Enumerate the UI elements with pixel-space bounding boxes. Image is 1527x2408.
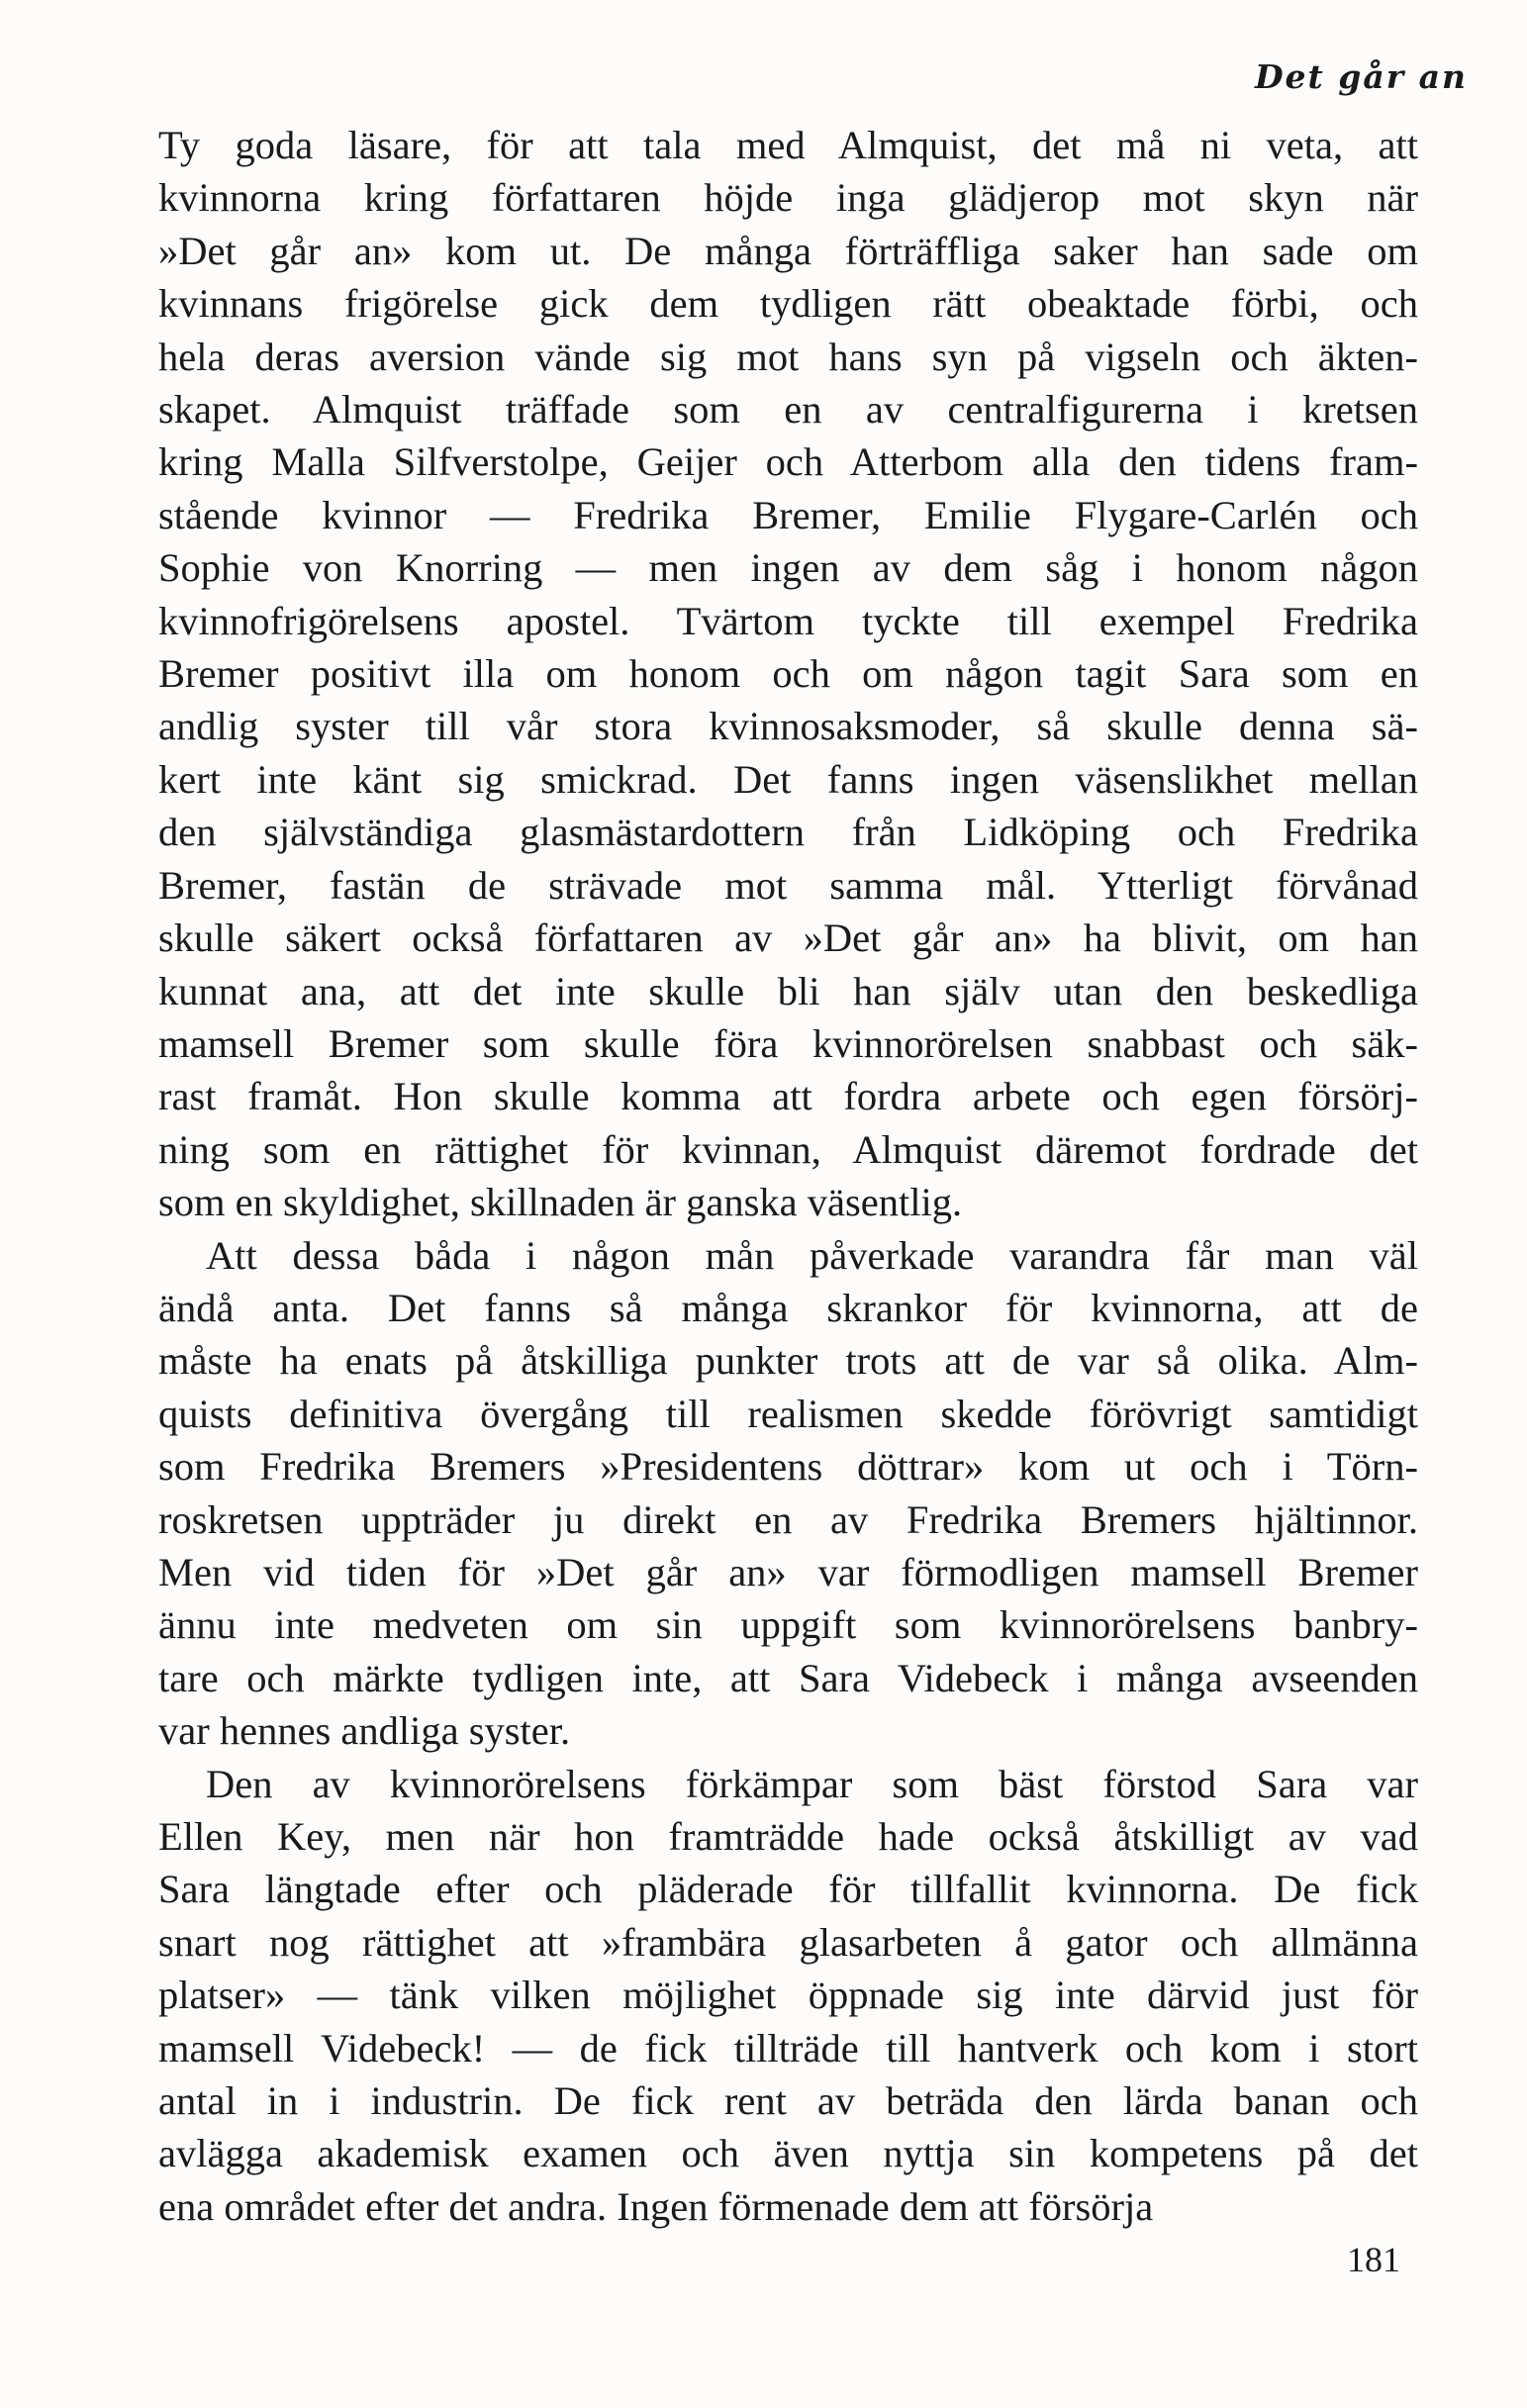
text-line: mamsell Videbeck! — de fick tillträde till hantverk och kom i stort bbox=[158, 2025, 1418, 2071]
text-line: måste ha enats på åtskilliga punkter trots att de var så olika. Alm- bbox=[158, 1338, 1418, 1384]
running-head-title: Det går an bbox=[1254, 57, 1468, 96]
paragraph bbox=[158, 119, 1418, 1229]
text-line: kert inte känt sig smickrad. Det fanns ingen väsenslikhet mellan bbox=[158, 756, 1418, 802]
text-line: kunnat ana, att det inte skulle bli han själv utan den beskedliga bbox=[158, 968, 1418, 1013]
text-line: Den av kvinnorörelsens förkämpar som bäst förstod Sara var bbox=[206, 1761, 1418, 1806]
text-line: avlägga akademisk examen och även nyttja sin kompetens på det bbox=[158, 2131, 1418, 2176]
body-text bbox=[158, 119, 1418, 2233]
text-line: platser» — tänk vilken möjlighet öppnade sig inte därvid just för bbox=[158, 1973, 1418, 2018]
text-line: var hennes andliga syster. bbox=[158, 1708, 571, 1754]
text-line: Men vid tiden för »Det går an» var förmodligen mamsell Bremer bbox=[158, 1549, 1418, 1594]
text-line: ändå anta. Det fanns så många skrankor för kvinnorna, att de bbox=[158, 1285, 1418, 1330]
text-line: snart nog rättighet att »frambära glasarbeten å gator och allmänna bbox=[158, 1919, 1418, 1965]
text-line: rast framåt. Hon skulle komma att fordra arbete och egen försörj- bbox=[158, 1074, 1418, 1119]
text-line: ännu inte medveten om sin uppgift som kvinnorörelsens banbry- bbox=[158, 1602, 1418, 1648]
text-line: Ty goda läsare, för att tala med Almquist, det må ni veta, att bbox=[158, 123, 1418, 167]
text-line: quists definitiva övergång till realismen skedde förövrigt samtidigt bbox=[158, 1391, 1418, 1436]
text-line: roskretsen uppträder ju direkt en av Fredrika Bremers hjältinnor. bbox=[158, 1496, 1418, 1542]
text-line: Bremer positivt illa om honom och om någon tagit Sara som en bbox=[158, 651, 1418, 697]
text-line: skulle säkert också författaren av »Det går an» ha blivit, om han bbox=[158, 915, 1418, 961]
text-line: skapet. Almquist träffade som en av centralfigurerna i kretsen bbox=[158, 387, 1418, 433]
text-line: Sara längtade efter och pläderade för tillfallit kvinnorna. De fick bbox=[158, 1867, 1418, 1912]
text-line: Bremer, fastän de strävade mot samma mål. Ytterligt förvånad bbox=[158, 862, 1418, 908]
text-line: kvinnofrigörelsens apostel. Tvärtom tyckte till exempel Fredrika bbox=[158, 598, 1418, 643]
text-line: »Det går an» kom ut. De många förträffliga saker han sade om bbox=[158, 228, 1418, 273]
text-line: kvinnorna kring författaren höjde inga glädjerop mot skyn när bbox=[158, 175, 1418, 221]
text-line: Sophie von Knorring — men ingen av dem såg i honom någon bbox=[158, 545, 1418, 591]
text-line: antal in i industrin. De fick rent av beträda den lärda banan och bbox=[158, 2078, 1418, 2124]
text-line: stående kvinnor — Fredrika Bremer, Emilie Flygare-Carlén och bbox=[158, 492, 1418, 537]
text-line: ena området efter det andra. Ingen förmenade dem att försörja bbox=[158, 2183, 1154, 2229]
text-line: mamsell Bremer som skulle föra kvinnorörelsen snabbast och säk- bbox=[158, 1020, 1418, 1066]
text-line: kring Malla Silfverstolpe, Geijer och Atterbom alla den tidens fram- bbox=[158, 439, 1418, 485]
text-line: ning som en rättighet för kvinnan, Almquist däremot fordrade det bbox=[158, 1126, 1418, 1172]
text-line: Ellen Key, men när hon framträdde hade också åtskilligt av vad bbox=[158, 1814, 1418, 1859]
paragraph bbox=[158, 1758, 1418, 2234]
page-number: 181 bbox=[1347, 2240, 1400, 2279]
text-line: hela deras aversion vände sig mot hans syn på vigseln och äkten- bbox=[158, 334, 1418, 379]
text-line: den självständiga glasmästardottern från Lidköping och Fredrika bbox=[158, 810, 1418, 855]
text-line: som en skyldighet, skillnaden är ganska väsentlig. bbox=[158, 1180, 963, 1225]
text-line: andlig syster till vår stora kvinnosaksmoder, så skulle denna sä- bbox=[158, 704, 1418, 749]
text-line: kvinnans frigörelse gick dem tydligen rätt obeaktade förbi, och bbox=[158, 281, 1418, 327]
text-line: som Fredrika Bremers »Presidentens döttrar» kom ut och i Törn- bbox=[158, 1444, 1418, 1490]
paragraph bbox=[158, 1229, 1418, 1758]
text-line: Att dessa båda i någon mån påverkade varandra får man väl bbox=[206, 1232, 1418, 1278]
text-line: tare och märkte tydligen inte, att Sara Videbeck i många avseenden bbox=[158, 1655, 1418, 1700]
